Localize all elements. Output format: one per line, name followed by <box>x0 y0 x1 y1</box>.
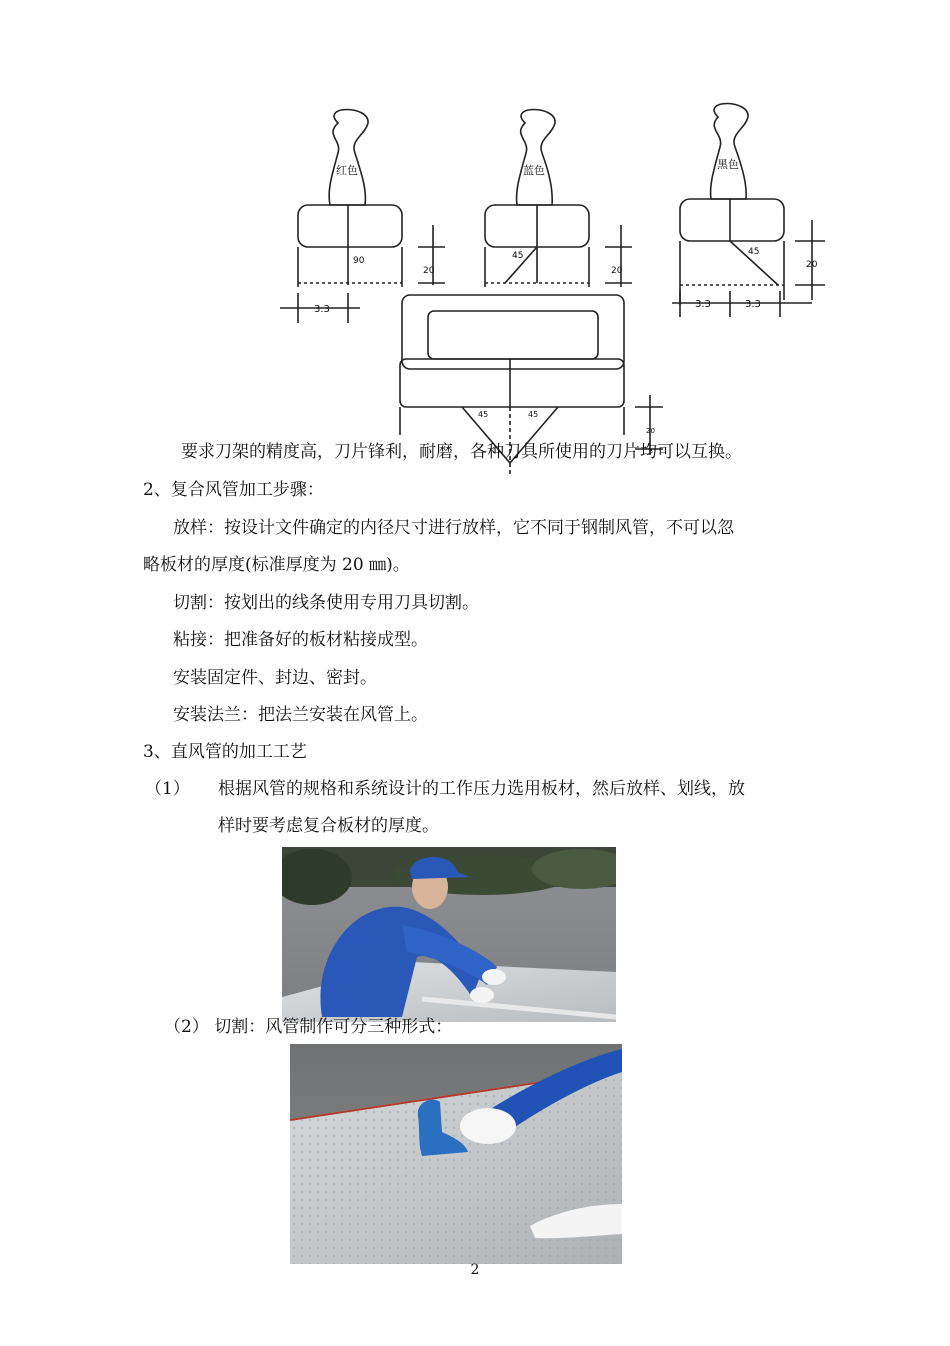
dim-33-black-left: 3.3 <box>695 299 711 310</box>
knife-diagrams <box>270 95 850 480</box>
dim-20-black: 20 <box>806 260 818 270</box>
item-2-text: （2） 切割：风管制作可分三种形式： <box>164 1017 453 1037</box>
dim-33-black-right: 3.3 <box>745 299 761 310</box>
dim-20-blue: 20 <box>611 266 623 276</box>
paragraph-layout-a: 放样：按设计文件确定的内径尺寸进行放样，它不同于钢制风管，不可以忽 <box>173 518 734 538</box>
dim-20-red: 20 <box>423 266 435 276</box>
item-1-text-a: 根据风管的规格和系统设计的工作压力选用板材，然后放样、划线，放 <box>218 779 745 799</box>
knife-red-label: 红色 <box>336 164 358 177</box>
item-1-number: （1） <box>145 779 190 799</box>
item-1-text-b: 样时要考虑复合板材的厚度。 <box>218 816 439 836</box>
paragraph-flange: 安装法兰：把法兰安装在风管上。 <box>173 705 428 725</box>
knife-blue-label: 蓝色 <box>523 164 545 177</box>
paragraph-glue: 粘接：把准备好的板材粘接成型。 <box>173 630 428 650</box>
page-number: 2 <box>470 1262 480 1278</box>
angle-45-label-left: 45 <box>478 410 489 419</box>
angle-45-label-black: 45 <box>748 247 760 257</box>
knife-black-label: 黑色 <box>717 158 739 171</box>
angle-45-label-blue: 45 <box>512 251 524 261</box>
heading-section-2: 2、复合风管加工步骤： <box>143 480 324 500</box>
dim-20-double: 20 <box>646 427 655 435</box>
paragraph-fix: 安装固定件、封边、密封。 <box>173 668 377 688</box>
heading-section-3: 3、直风管的加工工艺 <box>143 742 307 762</box>
paragraph-cut: 切割：按划出的线条使用专用刀具切割。 <box>173 593 479 613</box>
photo-worker-marking <box>282 847 616 1022</box>
photo-cutting-board <box>290 1044 622 1264</box>
angle-90-label: 90 <box>353 256 365 266</box>
paragraph-layout-b: 略板材的厚度(标准厚度为 20 ㎜)。 <box>143 555 410 575</box>
angle-45-label-right: 45 <box>528 410 539 419</box>
paragraph-blade-requirement: 要求刀架的精度高，刀片锋利，耐磨，各种刀具所使用的刀片均可以互换。 <box>181 442 742 462</box>
dim-33-red: 3.3 <box>314 304 330 315</box>
